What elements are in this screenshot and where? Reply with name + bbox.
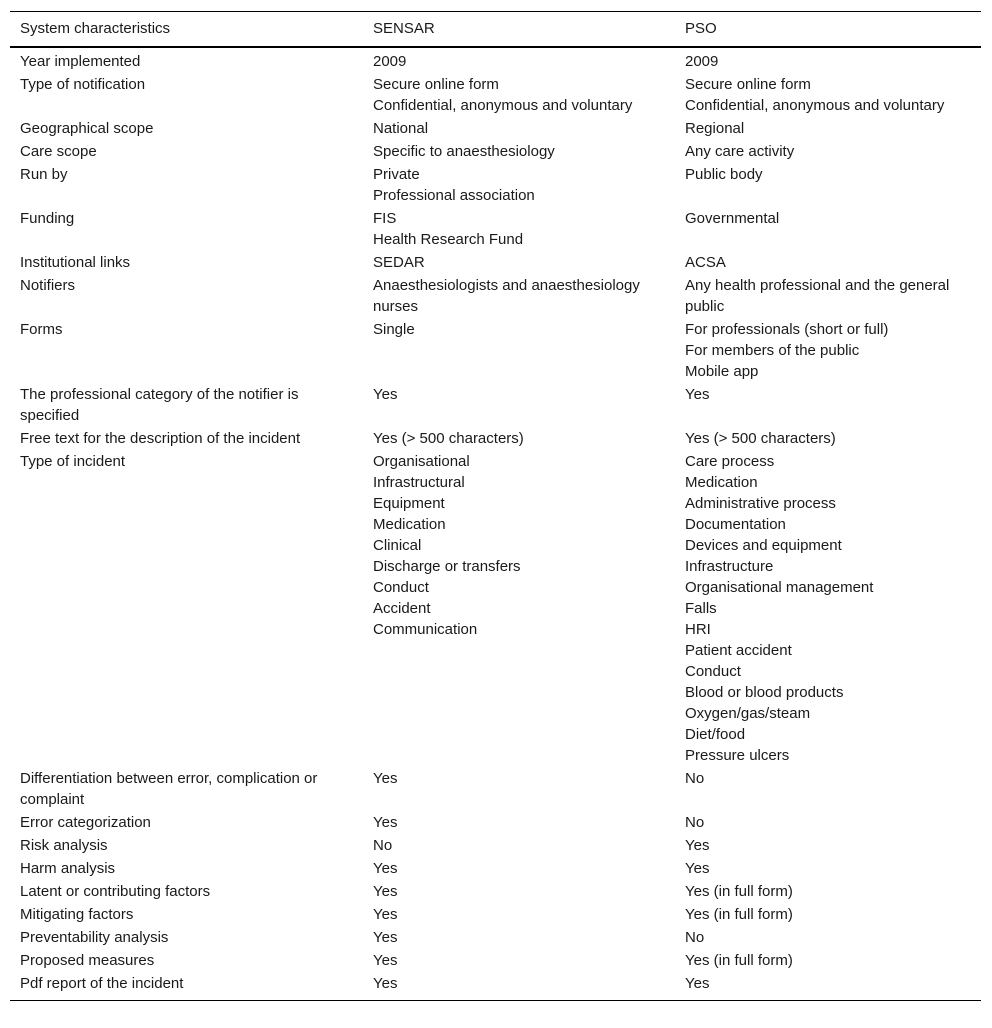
sensar-value: SEDAR xyxy=(373,254,425,271)
sensar-value: Communication xyxy=(373,621,478,638)
row-label: Free text for the description of the incident xyxy=(20,430,301,447)
pso-value: Yes xyxy=(685,975,710,992)
table-row xyxy=(10,857,981,880)
pso-value: Devices and equipment xyxy=(685,537,842,554)
pso-value: Yes xyxy=(685,386,710,403)
pso-value: No xyxy=(685,929,705,946)
pso-value: For professionals (short or full) xyxy=(685,321,889,338)
pso-value: Infrastructure xyxy=(685,558,774,575)
pso-value: No xyxy=(685,814,705,831)
pso-value: Confidential, anonymous and voluntary xyxy=(685,97,945,114)
pso-cell xyxy=(675,949,981,972)
sensar-value: Specific to anaesthesiology xyxy=(373,143,555,160)
table-row xyxy=(10,450,981,767)
pso-value: Yes xyxy=(685,860,710,877)
sensar-value: Accident xyxy=(373,600,431,617)
sensar-value: Yes xyxy=(373,770,398,787)
table-row xyxy=(10,767,981,811)
sensar-value: Discharge or transfers xyxy=(373,558,521,575)
pso-value: HRI xyxy=(685,621,711,638)
row-label: Harm analysis xyxy=(20,860,116,877)
comparison-table xyxy=(10,11,981,1001)
table-row xyxy=(10,880,981,903)
pso-value: ACSA xyxy=(685,254,726,271)
sensar-cell xyxy=(363,767,675,811)
sensar-cell xyxy=(363,949,675,972)
pso-cell xyxy=(675,972,981,1001)
pso-cell xyxy=(675,903,981,926)
sensar-cell xyxy=(363,811,675,834)
sensar-cell xyxy=(363,857,675,880)
pso-value: Documentation xyxy=(685,516,786,533)
row-label: Mitigating factors xyxy=(20,906,134,923)
sensar-cell xyxy=(363,383,675,427)
pso-value: Care process xyxy=(685,453,775,470)
sensar-cell xyxy=(363,880,675,903)
header-row xyxy=(10,12,981,48)
table-row xyxy=(10,972,981,1001)
header-sensar: SENSAR xyxy=(373,20,435,37)
sensar-value: Professional association xyxy=(373,187,535,204)
row-label: Type of incident xyxy=(20,453,126,470)
pso-cell xyxy=(675,450,981,767)
sensar-value: Yes xyxy=(373,952,398,969)
pso-cell xyxy=(675,926,981,949)
pso-value: Diet/food xyxy=(685,726,746,743)
pso-value: Patient accident xyxy=(685,642,792,659)
pso-value: Secure online form xyxy=(685,76,811,93)
table-row xyxy=(10,73,981,117)
table-row xyxy=(10,383,981,427)
sensar-cell xyxy=(363,117,675,140)
pso-cell xyxy=(675,427,981,450)
row-label: Preventability analysis xyxy=(20,929,169,946)
pso-cell xyxy=(675,834,981,857)
row-label: Forms xyxy=(20,321,63,338)
row-label: Type of notification xyxy=(20,76,146,93)
row-label: Risk analysis xyxy=(20,837,108,854)
table-body xyxy=(10,47,981,1001)
sensar-cell xyxy=(363,834,675,857)
table-row xyxy=(10,47,981,73)
row-label: Funding xyxy=(20,210,75,227)
sensar-cell xyxy=(363,47,675,73)
pso-cell xyxy=(675,857,981,880)
sensar-value: Conduct xyxy=(373,579,429,596)
table-row xyxy=(10,251,981,274)
table-row xyxy=(10,274,981,318)
row-label: Geographical scope xyxy=(20,120,154,137)
pso-cell xyxy=(675,47,981,73)
sensar-value: No xyxy=(373,837,393,854)
sensar-value: Yes xyxy=(373,386,398,403)
table-row xyxy=(10,117,981,140)
sensar-value: Yes xyxy=(373,860,398,877)
table-row xyxy=(10,811,981,834)
pso-value: Yes (in full form) xyxy=(685,952,793,969)
pso-value: Oxygen/gas/steam xyxy=(685,705,811,722)
sensar-value: Yes xyxy=(373,975,398,992)
pso-value: Mobile app xyxy=(685,363,759,380)
pso-value: Any care activity xyxy=(685,143,795,160)
pso-cell xyxy=(675,140,981,163)
header-system-characteristics: System characteristics xyxy=(20,20,171,37)
sensar-cell xyxy=(363,318,675,383)
pso-value: For members of the public xyxy=(685,342,860,359)
pso-value: Yes (in full form) xyxy=(685,906,793,923)
pso-cell xyxy=(675,207,981,251)
pso-value: Yes (in full form) xyxy=(685,883,793,900)
sensar-cell xyxy=(363,73,675,117)
pso-cell xyxy=(675,880,981,903)
pso-value: Public body xyxy=(685,166,763,183)
pso-value: Blood or blood products xyxy=(685,684,844,701)
sensar-cell xyxy=(363,926,675,949)
sensar-value: 2009 xyxy=(373,53,407,70)
sensar-value: Medication xyxy=(373,516,446,533)
comparison-table-container xyxy=(10,11,981,1001)
pso-value: Conduct xyxy=(685,663,741,680)
pso-value: Falls xyxy=(685,600,717,617)
sensar-cell xyxy=(363,903,675,926)
pso-value: Medication xyxy=(685,474,758,491)
pso-value: 2009 xyxy=(685,53,719,70)
pso-cell xyxy=(675,274,981,318)
pso-cell xyxy=(675,163,981,207)
row-label: Institutional links xyxy=(20,254,131,271)
sensar-cell xyxy=(363,427,675,450)
pso-cell xyxy=(675,117,981,140)
table-row xyxy=(10,949,981,972)
sensar-value: Yes (> 500 characters) xyxy=(373,430,524,447)
table-row xyxy=(10,163,981,207)
pso-value: Governmental xyxy=(685,210,780,227)
row-label: Differentiation between error, complication or complaint xyxy=(20,770,318,808)
sensar-value: Anaesthesiologists and anaesthesiology nurses xyxy=(373,277,640,315)
header-pso: PSO xyxy=(685,20,717,37)
pso-value: Yes xyxy=(685,837,710,854)
table-row xyxy=(10,427,981,450)
pso-value: Administrative process xyxy=(685,495,836,512)
row-label: The professional category of the notifier is specified xyxy=(20,386,299,424)
sensar-value: FIS xyxy=(373,210,397,227)
pso-cell xyxy=(675,318,981,383)
sensar-value: Health Research Fund xyxy=(373,231,524,248)
sensar-cell xyxy=(363,450,675,767)
pso-value: Pressure ulcers xyxy=(685,747,790,764)
sensar-value: Yes xyxy=(373,929,398,946)
row-label: Error categorization xyxy=(20,814,151,831)
sensar-value: Single xyxy=(373,321,415,338)
pso-value: Yes (> 500 characters) xyxy=(685,430,836,447)
sensar-cell xyxy=(363,251,675,274)
sensar-cell xyxy=(363,972,675,1001)
sensar-cell xyxy=(363,163,675,207)
table-row xyxy=(10,834,981,857)
sensar-value: Organisational xyxy=(373,453,470,470)
table-row xyxy=(10,903,981,926)
sensar-cell xyxy=(363,274,675,318)
table-row xyxy=(10,926,981,949)
row-label: Year implemented xyxy=(20,53,141,70)
pso-value: Any health professional and the general public xyxy=(685,277,950,315)
sensar-cell xyxy=(363,207,675,251)
table-row xyxy=(10,207,981,251)
sensar-value: Yes xyxy=(373,906,398,923)
sensar-value: Private xyxy=(373,166,420,183)
row-label: Pdf report of the incident xyxy=(20,975,184,992)
pso-cell xyxy=(675,383,981,427)
sensar-value: National xyxy=(373,120,429,137)
table-row xyxy=(10,140,981,163)
sensar-value: Secure online form xyxy=(373,76,499,93)
sensar-value: Confidential, anonymous and voluntary xyxy=(373,97,633,114)
pso-value: No xyxy=(685,770,705,787)
row-label: Care scope xyxy=(20,143,97,160)
pso-cell xyxy=(675,251,981,274)
row-label: Notifiers xyxy=(20,277,76,294)
pso-cell xyxy=(675,73,981,117)
sensar-value: Yes xyxy=(373,883,398,900)
pso-cell xyxy=(675,767,981,811)
sensar-value: Clinical xyxy=(373,537,422,554)
sensar-value: Yes xyxy=(373,814,398,831)
pso-cell xyxy=(675,811,981,834)
table-row xyxy=(10,318,981,383)
row-label: Proposed measures xyxy=(20,952,155,969)
row-label: Latent or contributing factors xyxy=(20,883,211,900)
sensar-value: Infrastructural xyxy=(373,474,465,491)
row-label: Run by xyxy=(20,166,68,183)
pso-value: Organisational management xyxy=(685,579,874,596)
sensar-value: Equipment xyxy=(373,495,445,512)
sensar-cell xyxy=(363,140,675,163)
pso-value: Regional xyxy=(685,120,745,137)
table-header xyxy=(10,12,981,48)
